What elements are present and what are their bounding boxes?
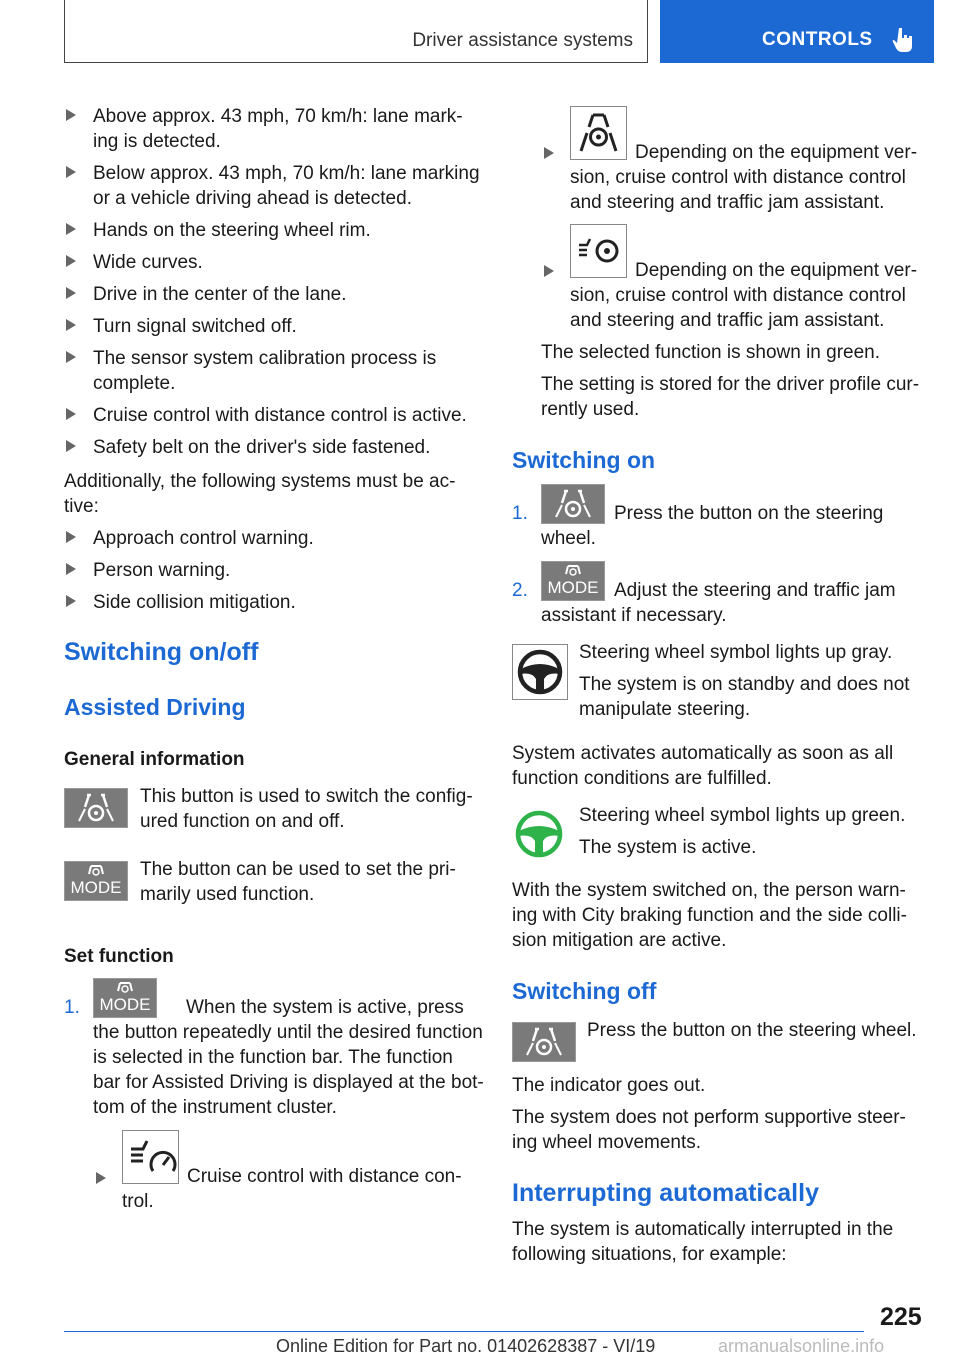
paragraph: System activates automatically as soon as all function conditions are fulfilled.	[512, 743, 894, 789]
mode-label: MODE	[99, 995, 151, 1014]
bullet-triangle-icon	[66, 563, 76, 575]
paragraph: The system is on standby and does not manipulate steering.	[579, 674, 910, 720]
steering-wheel-green-icon	[512, 807, 566, 861]
paragraph: With the system switched on, the person warn-ing with City braking function and the side colli-sion mitigation are active.	[512, 880, 907, 951]
paragraph: Additionally, the following systems must be ac-tive:	[64, 471, 456, 517]
bullet-triangle-icon	[66, 223, 76, 235]
bullet-triangle-icon	[544, 147, 554, 159]
paragraph: Steering wheel symbol lights up green.	[579, 805, 906, 826]
bullet-triangle-icon	[66, 287, 76, 299]
heading-switching-on-off: Switching on/off	[64, 638, 259, 666]
chapter-title: CONTROLS	[762, 29, 873, 50]
bullet-triangle-icon	[66, 440, 76, 452]
paragraph: Steering wheel symbol lights up gray.	[579, 642, 893, 663]
step-number: 1.	[512, 503, 528, 524]
heading-assisted-driving: Assisted Driving	[64, 694, 246, 720]
section-title: Driver assistance systems	[412, 30, 633, 51]
paragraph: The button can be used to set the pri-marily used function.	[140, 859, 456, 905]
paragraph: The selected function is shown in green.	[541, 342, 881, 363]
bullet-triangle-icon	[66, 319, 76, 331]
paragraph: The system does not perform supportive steer-ing wheel movements.	[512, 1107, 906, 1153]
footer-divider	[64, 1331, 864, 1332]
paragraph: Depending on the equipment ver-sion, cruise control with distance control and steering and traffic jam assistant.	[570, 142, 918, 213]
paragraph: This button is used to switch the config-ured function on and off.	[140, 786, 473, 832]
step-number: 2.	[512, 580, 528, 601]
heading-set-function: Set function	[64, 946, 174, 967]
pointing-hand-icon	[892, 27, 914, 53]
step-text: Adjust the steering and traffic jam assistant if necessary.	[541, 580, 896, 626]
page-header	[64, 0, 934, 64]
heading-general-information: General information	[64, 749, 245, 770]
mode-label: MODE	[70, 878, 122, 897]
chapter-tab	[660, 0, 934, 63]
heading-switching-on: Switching on	[512, 447, 656, 473]
paragraph: Depending on the equipment ver-sion, cruise control with distance control and steering and traffic jam assistant.	[570, 260, 918, 331]
paragraph: The indicator goes out.	[512, 1075, 706, 1096]
page-number: 225	[880, 1303, 922, 1331]
step-text: Press the button on the steering wheel.	[541, 503, 884, 549]
paragraph: Press the button on the steering wheel.	[587, 1020, 917, 1041]
assist-button-icon	[64, 788, 128, 828]
bullet-triangle-icon	[66, 166, 76, 178]
assist-button-icon	[512, 1022, 576, 1062]
heading-switching-off: Switching off	[512, 978, 657, 1004]
step-number: 1.	[64, 997, 80, 1018]
bullet-triangle-icon	[66, 595, 76, 607]
paragraph: Cruise control with distance con-trol.	[122, 1166, 462, 1212]
bullet-triangle-icon	[96, 1172, 106, 1184]
bullet-triangle-icon	[66, 255, 76, 267]
paragraph: The system is automatically interrupted in the following situations, for example:	[512, 1219, 894, 1265]
paragraph: The system is active.	[579, 837, 757, 858]
mode-label: MODE	[547, 578, 599, 597]
paragraph: The setting is stored for the driver profile cur-rently used.	[541, 374, 920, 420]
bullet-triangle-icon	[66, 351, 76, 363]
bullet-triangle-icon	[544, 265, 554, 277]
section-tab	[64, 0, 648, 63]
watermark: armanualsonline.info	[718, 1336, 885, 1356]
edition-footer: Online Edition for Part no. 01402628387 - VI/19	[276, 1336, 656, 1356]
bullet-triangle-icon	[66, 408, 76, 420]
steering-wheel-gray-icon	[512, 644, 568, 700]
step-text: When the system is active, press the button repeatedly until the desired function is selected in the function bar. The function bar for Assisted Driving is displayed at the bot-tom of the instrument cluster.	[93, 997, 484, 1118]
bullet-triangle-icon	[66, 531, 76, 543]
mode-button-icon	[64, 861, 128, 901]
heading-interrupting-automatically: Interrupting automatically	[512, 1179, 819, 1207]
bullet-triangle-icon	[66, 109, 76, 121]
